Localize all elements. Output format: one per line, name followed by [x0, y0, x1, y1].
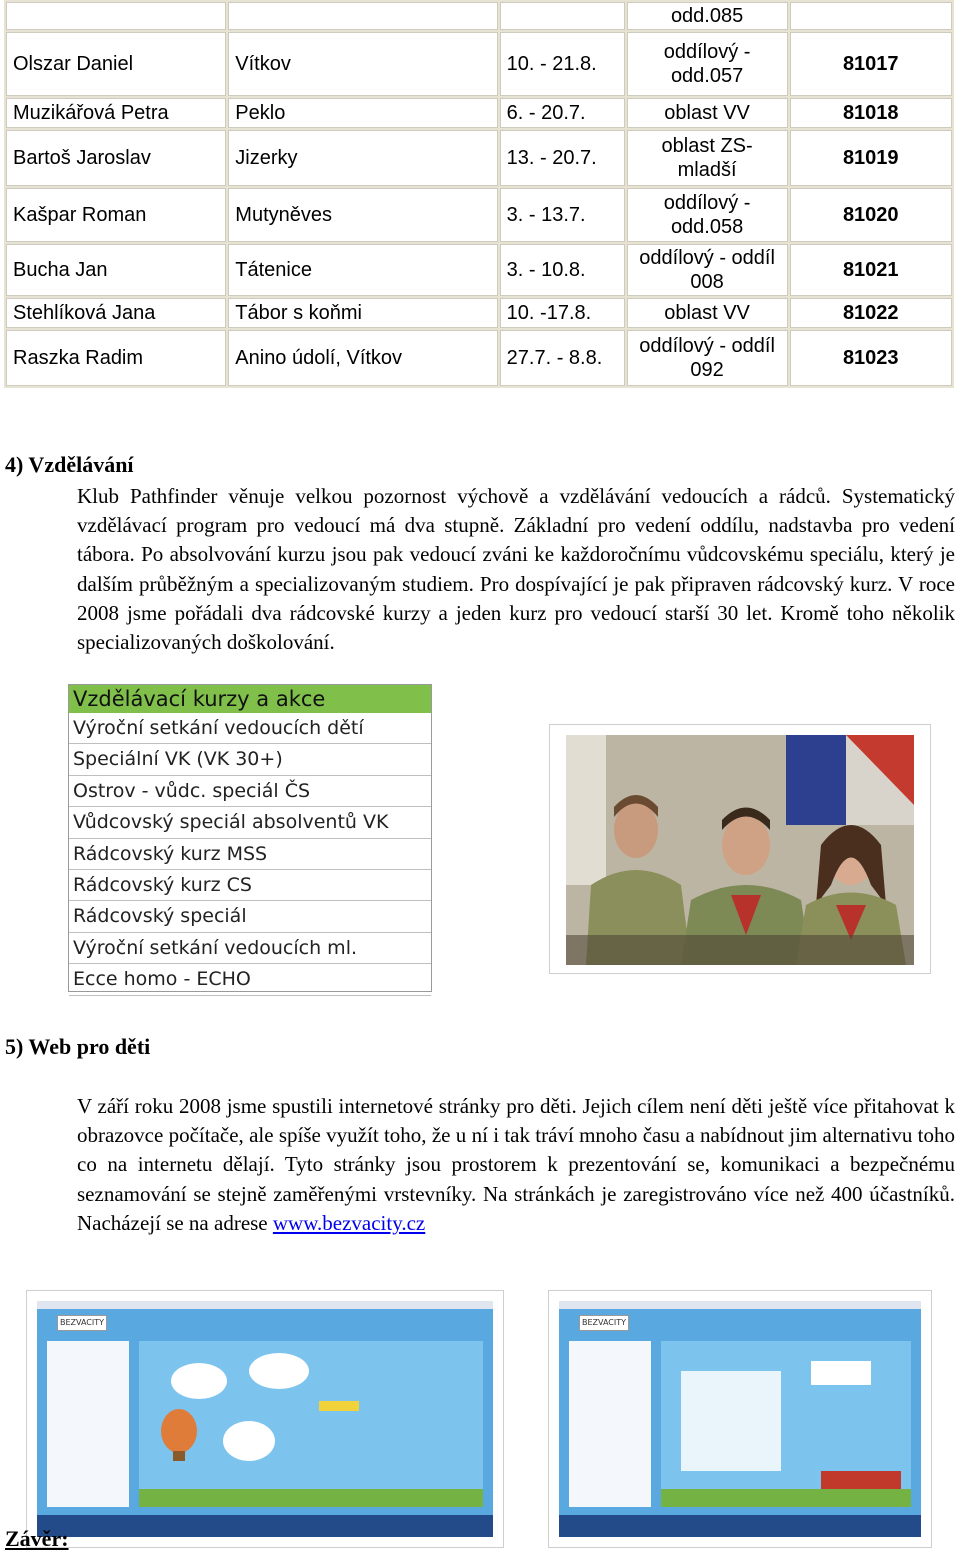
website-logo: BEZVACITY [57, 1315, 107, 1331]
section-5-paragraph [5, 1092, 955, 1238]
photo-frame [549, 724, 931, 974]
table-cell: 3. - 13.7. [500, 188, 625, 242]
table-cell: oddílový - oddíl 092 [627, 330, 788, 386]
website-screenshot-right [548, 1290, 932, 1548]
course-item: Výroční setkání vedoucích ml. [69, 933, 431, 964]
courses-list-items [69, 713, 431, 996]
table-cell: 81023 [790, 330, 953, 386]
table-cell: Anino údolí, Vítkov [228, 330, 497, 386]
table-row [6, 188, 952, 242]
table-cell [6, 2, 226, 30]
table-cell: Raszka Radim [6, 330, 226, 386]
table-cell: Stehlíková Jana [6, 298, 226, 328]
website-link[interactable]: www.bezvacity.cz [272, 1210, 426, 1235]
table-cell: oblast ZS- mladší [627, 130, 788, 186]
website-illustration-right [661, 1341, 913, 1511]
table-cell: Muzikářová Petra [6, 98, 226, 128]
course-item: Speciální VK (VK 30+) [69, 744, 431, 775]
group-photo [566, 735, 914, 965]
table-cell: Peklo [228, 98, 497, 128]
course-item: Ostrov - vůdc. speciál ČS [69, 776, 431, 807]
table-cell: oblast VV [627, 98, 788, 128]
table-cell: Jizerky [228, 130, 497, 186]
course-item: Ecce homo - ECHO [69, 964, 431, 995]
table-cell: Tátenice [228, 244, 497, 296]
table-row [6, 130, 952, 186]
table-cell: 13. - 20.7. [500, 130, 625, 186]
website-screenshot-left [26, 1290, 504, 1548]
course-item: Rádcovský kurz MSS [69, 839, 431, 870]
table-cell: Olszar Daniel [6, 32, 226, 96]
table-cell: Mutyněves [228, 188, 497, 242]
section-4-heading: 4) Vzdělávání [5, 452, 134, 477]
table-cell: oblast VV [627, 298, 788, 328]
website-illustration-left [139, 1341, 485, 1511]
table-cell: Vítkov [228, 32, 497, 96]
table-cell: 3. - 10.8. [500, 244, 625, 296]
table-cell: 10. - 21.8. [500, 32, 625, 96]
table-cell: 81017 [790, 32, 953, 96]
table-cell: 81021 [790, 244, 953, 296]
table-cell: Tábor s koňmi [228, 298, 497, 328]
table-row [6, 298, 952, 328]
table-cell: oddílový - odd.057 [627, 32, 788, 96]
course-item: Rádcovský kurz CS [69, 870, 431, 901]
table-row [6, 2, 952, 30]
course-item: Vůdcovský speciál absolventů VK [69, 807, 431, 838]
table-row [6, 330, 952, 386]
course-item: Výroční setkání vedoucích dětí [69, 713, 431, 744]
courses-list-image [68, 684, 432, 992]
course-item: Rádcovský speciál [69, 901, 431, 932]
table-cell [500, 2, 625, 30]
table-cell: Bartoš Jaroslav [6, 130, 226, 186]
table-cell: 10. -17.8. [500, 298, 625, 328]
courses-list-header: Vzdělávací kurzy a akce [69, 685, 431, 713]
table-cell: oddílový - odd.058 [627, 188, 788, 242]
conclusion-heading: Závěr: [5, 1526, 69, 1551]
table-cell: 6. - 20.7. [500, 98, 625, 128]
section-4-paragraph [5, 482, 955, 657]
website-logo: BEZVACITY [579, 1315, 629, 1331]
table-cell: 81019 [790, 130, 953, 186]
table-cell: oddílový - oddíl 008 [627, 244, 788, 296]
table-row [6, 98, 952, 128]
camps-table [4, 0, 954, 388]
section-5-text: V září roku 2008 jsme spustili internetové stránky pro děti. Jejich cílem není děti ještě více přitahovat k obrazovce počítače, ale spíše využít toho, že u ní i tak tráví mnoho času a nabídnout jim alternativu toho co na internetu dělají. Tyto stránky jsou prostorem k prezentování se, komunikaci a bezpečnému seznamování se stejně zaměřenými vrstevníky. Na stránkách je zaregistrováno více než 400 účastníků. Nacházejí se na adrese [77, 1094, 955, 1235]
table-cell: 81022 [790, 298, 953, 328]
table-cell: Bucha Jan [6, 244, 226, 296]
table-cell: Kašpar Roman [6, 188, 226, 242]
section-4-text: Klub Pathfinder věnuje velkou pozornost výchově a vzdělávání vedoucích a rádců. Systematický vzdělávací program pro vedoucí má dva stupně. Základní pro vedení oddílu, nadstavba pro vedení tábora. Po absolvování kurzu jsou pak vedoucí zváni ke každoročnímu vůdcovskému speciálu, který je dalším průběžným a specializovaným studiem. Pro dospívající je pak připraven rádcovský kurz. V roce 2008 jsme pořádali dva rádcovské kurzy a jeden kurz pro vedoucí starší 30 let. Kromě toho několik specializovaných doškolování. [77, 484, 955, 655]
table-row [6, 244, 952, 296]
table-cell: 81018 [790, 98, 953, 128]
group-photo-illustration [566, 735, 914, 965]
table-cell: 81020 [790, 188, 953, 242]
table-row [6, 32, 952, 96]
table-cell: odd.085 [627, 2, 788, 30]
section-5-heading: 5) Web pro děti [5, 1034, 151, 1059]
table-cell [790, 2, 953, 30]
table-cell [228, 2, 497, 30]
table-cell: 27.7. - 8.8. [500, 330, 625, 386]
